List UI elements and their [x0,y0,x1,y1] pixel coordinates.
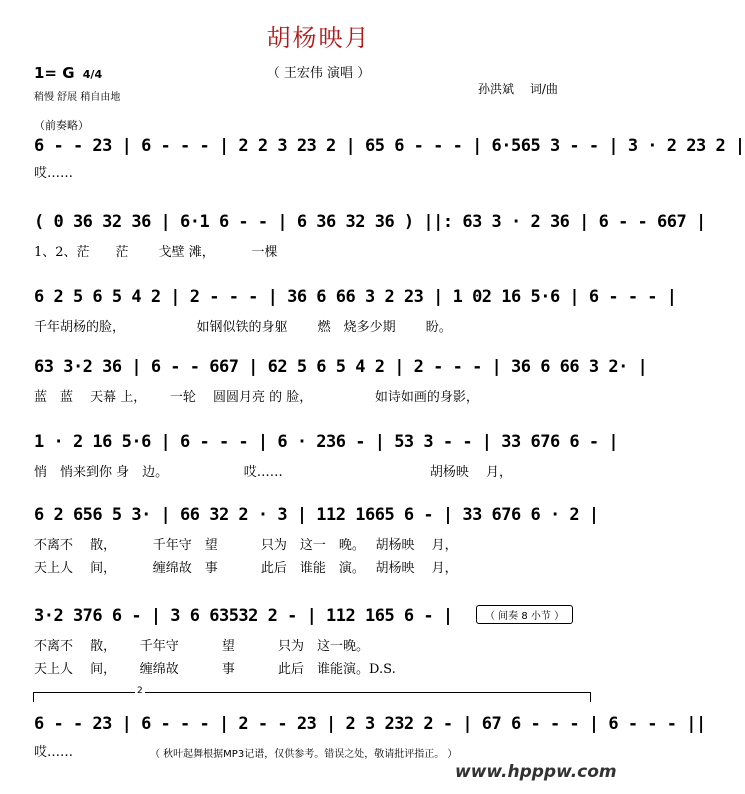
key-text: 1= G [34,64,75,82]
lyric-line-4-1: 蓝 蓝 天幕 上， 一轮 圆圆月亮 的 脸， 如诗如画的身影， [34,390,479,405]
composer-credit: 孙洪斌 词/曲 [478,82,558,96]
lyric-line-6-2: 天上人 间， 缠绵故 事 此后 谁能 演。 胡杨映 月， [34,561,458,576]
notation-row-7: 3·2 376 6 - | 3 6 63532 2 - | 112 165 6 - | [34,606,453,626]
watermark: www.hpppw.com [455,762,617,782]
lyric-line-3-1: 千年胡杨的脸， 如钢似铁的身躯 燃 烧多少期 盼。 [34,320,452,335]
key-signature [34,64,102,82]
lyric-line-2-1: 1、2、茫 茫 戈壁 滩， 一棵 [34,245,278,260]
volta-bracket-right-edge [590,692,591,702]
lyric-line-7-2: 天上人 间， 缠绵故 事 此后 谁能演。D.S. [34,662,396,677]
lyric-line-5-1: 悄 悄来到你 身 边。 哎…… 胡杨映 月， [34,465,513,480]
footer-note: （ 秋叶起舞根据MP3记谱，仅供参考。错误之处，敬请批评指正。 ） [150,749,458,760]
notation-row-5: 1 · 2 16 5·6 | 6 - - - | 6 · 236 - | 53 3 - - | 33 676 6 - | [34,432,619,452]
lyric-line-1-1: 哎…… [34,166,74,181]
volta-bracket [33,692,590,693]
notation-row-2: ( 0 36 32 36 | 6·1 6 - - | 6 36 32 36 ) ||: 63 3 · 2 36 | 6 - - 667 | [34,212,706,232]
lyric-line-6-1: 不离不 散， 千年守 望 只为 这一 晚。 胡杨映 月， [34,538,458,553]
tempo-marking: 稍慢 舒展 稍自由地 [34,92,121,103]
notation-row-3: 6 2 5 6 5 4 2 | 2 - - - | 36 6 66 3 2 23 | 1 02 16 5·6 | 6 - - - | [34,287,677,307]
singer-credit: （ 王宏伟 演唱 ） [266,66,371,81]
interlude-box: （ 间奏 8 小节 ） [476,605,573,624]
notation-row-1: 6 - - 23 | 6 - - - | 2 2 3 23 2 | 65 6 - - - | 6·565 3 - - | 3 · 2 23 2 | [34,136,745,156]
notation-row-6: 6 2 656 5 3· | 66 32 2 · 3 | 112 1665 6 - | 33 676 6 · 2 | [34,505,599,525]
lyric-line-8-1: 哎…… [34,745,74,760]
time-signature: 4/4 [82,68,103,81]
prelude-label: （前奏略） [34,119,89,132]
volta-number: 2 [137,686,143,696]
notation-row-4: 63 3·2 36 | 6 - - 667 | 62 5 6 5 4 2 | 2 - - - | 36 6 66 3 2· | [34,357,648,377]
lyric-line-7-1: 不离不 散， 千年守 望 只为 这一晚。 [34,639,370,654]
song-title: 胡杨映月 [266,24,371,52]
notation-row-8: 6 - - 23 | 6 - - - | 2 - - 23 | 2 3 232 2 - | 67 6 - - - | 6 - - - || [34,714,706,734]
volta-bracket-left-edge [33,692,34,702]
